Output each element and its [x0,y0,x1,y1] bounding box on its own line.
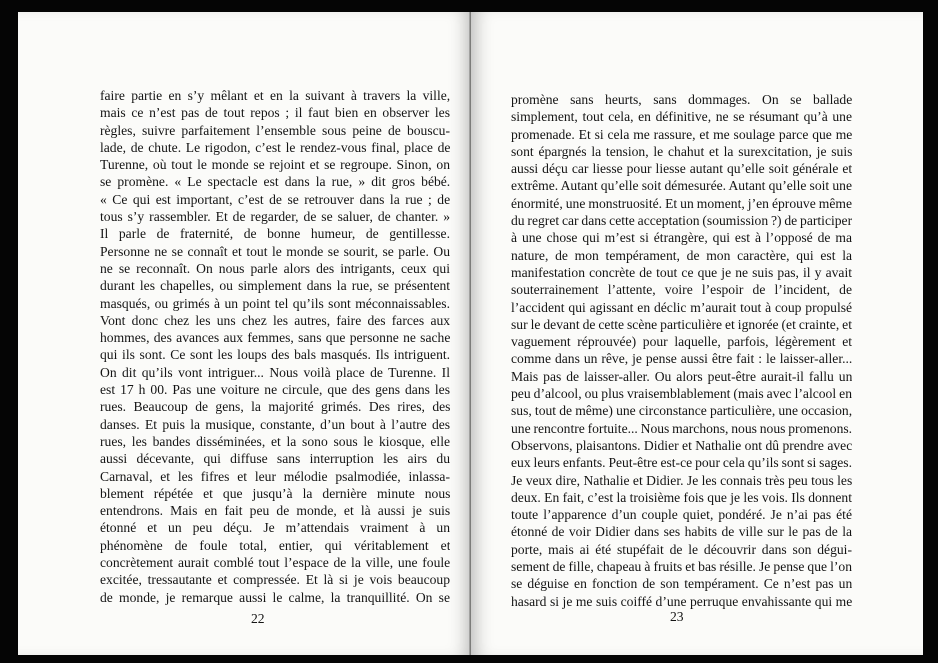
text-line: est 17 h 00. Pas une voiture ne circule, que des gens dans les [100,382,450,398]
text-line: excitée, tressautante et compressée. Et là si je vois beaucoup [100,572,450,588]
text-line: Carnaval, et les fifres et leur mélodie psalmodiée, inlassa- [100,468,450,484]
text-line: à une chose qui m’est si étrangère, qui est à l’opposé de ma [511,230,852,246]
text-line: promenade. Et si cela me rassure, et me soulage parce que me [511,126,852,142]
text-line: vaguement réprouvée) pour laquelle, parfois, légèrement et [511,334,852,350]
text-line: Vont donc chez les uns chez les autres, faire des farces aux [100,312,450,328]
text-line: étonné de voir Didier dans ses habits de ville sur le pas de la [511,524,852,540]
text-line: Turenne, où tout le monde se rejoint et se regroupe. Sinon, on [100,157,450,173]
text-line: « Ce qui est important, c’est de se retrouver dans la rue ; de [100,191,450,207]
text-line: sur le devant de cette scène particulière et ignorée (et crainte, et [511,316,852,332]
text-line: phénomène de foule total, entier, qui véritablement et [100,537,450,553]
left-page [18,12,471,655]
text-line: toute l’apparence d’un couple quiet, pondéré. Je n’ai pas été [511,507,852,523]
text-line: promène sans heurts, sans dommages. On se ballade [511,92,852,107]
text-line: manifestation concrète de tout ce que je ne suis pas, il y avait [511,264,852,280]
text-line: concrètement aurait comblé tout l’espace de la ville, une foule [100,555,450,571]
text-line: durant les chapelles, ou simplement dans la rue, se présentent [100,278,450,294]
text-line: danses. Et puis la musique, constante, d’un bout à l’autre des [100,416,450,432]
text-line: tous s’y rassembler. Et de regarder, de se saluer, de chanter. » [100,209,450,225]
text-line: rues, les bandes disséminées, et la sono sous le kiosque, elle [100,433,450,449]
text-line: On dit qu’ils vont intriguer... Nous voilà place de Turenne. Il [100,364,450,380]
text-line: énormité, une monstruosité. Et un moment, j’en éprouve même [511,195,852,211]
text-line: aussi déçu car liesse pour liesse autant qu’elle soit générale et [511,161,852,177]
text-line: qui ils sont. Ce sont les loups des bals masqués. Ils intriguent. [100,347,450,363]
text-line: entendrons. Mais en fait peu de monde, et là aussi je suis [100,503,450,519]
text-line: eux leurs enfants. Peut-être est-ce pour cela qu’ils sont si sages. [511,455,852,471]
right-page [471,12,923,655]
text-line: Personne ne se connaît et tout le monde se sourit, se parle. Ou [100,243,450,259]
text-line: de monde, je remarque aussi le calme, la tranquillité. On se [100,589,450,605]
text-line: peu d’alcool, ou plus vraisemblablement (mais avec l’alcool en [511,386,852,402]
left-page-text [100,87,450,606]
text-line: deux. En fait, c’est la troisième fois que je les vois. Ils donnent [511,489,852,505]
text-line: faire partie en s’y mêlant et en la suivant à travers la ville, [100,88,450,103]
text-line: Observons, plaisantons. Didier et Nathalie ont dû prendre avec [511,437,852,453]
text-line: règles, suivre parfaitement l’ensemble sous peine de bouscu- [100,122,450,138]
text-line: nature, de mon tempérament, de mon caractère, qui est la [511,247,852,263]
text-line: Je veux dire, Nathalie et Didier. Je les connais très peu tous les [511,472,852,488]
text-line: sus, tout de même) une circonstance particulière, une occasion, [511,403,852,419]
text-line: Mais pas de laisser-aller. Ou alors peut-être aurait-il fallu un [511,368,852,384]
text-line: porte, mais ai été stupéfait de le découvrir dans son dégui- [511,541,852,557]
text-line: comme dans un rêve, je pense aussi être fait : le laisser-aller... [511,351,852,367]
text-line: aussi décevante, qui diffuse sans interruption les airs du [100,451,450,467]
text-line: extrême. Autant qu’elle soit démesurée. Autant qu’elle soit une [511,178,852,194]
text-line: étonné et un peu déçu. Je m’attendais vraiment à un [100,520,450,536]
text-line: rues. Beaucoup de gens, la majorité grimés. Des rires, des [100,399,450,415]
text-line: hommes, des avances aux femmes, sans que personne ne sache [100,330,450,346]
text-line: du regret car dans cette acceptation (soumission ?) de participer [511,213,852,229]
right-page-text [511,91,852,610]
text-line: Il parle de fraternité, de bonne humeur, de gentillesse. [100,226,450,242]
text-line: ne se reconnaît. On nous parle alors des intrigants, ceux qui [100,260,450,276]
page-number: 22 [251,611,265,626]
text-line: souterrainement l’attente, voire l’espoir de l’incident, de [511,282,852,298]
text-line: l’accident qui agissant en déclic m’aurait tout à coup propulsé [511,299,852,315]
text-line: se déguise en fonction de son tempérament. Ce n’est pas un [511,576,852,592]
text-line: lade, de chute. Le rigodon, c’est le rendez-vous final, place de [100,139,450,155]
page-number: 23 [670,609,684,624]
text-line: masqués, ou grimés à un point tel qu’ils sont méconnaissables. [100,295,450,311]
text-line: se promène. « Le spectacle est dans la rue, » dit gros bébé. [100,174,450,190]
text-line: sement de fille, chapeau à fruits et bas résille. Je pense que l’on [511,559,852,575]
text-line: hasard si je me suis coiffé d’une perruque envahissante qui me [511,593,852,609]
text-line: blement répétée et que jusqu’à la dernière minute nous [100,485,450,501]
text-line: sont épargnés la tension, le chahut et la surexcitation, je suis [511,143,852,159]
text-line: mais ce n’est pas de tout repos ; il faut bien en observer les [100,105,450,121]
text-line: une rencontre fortuite... Nous marchons, nous nous promenons. [511,420,852,436]
text-line: simplement, tout cela, en définitive, ne se résumant qu’à une [511,109,852,125]
